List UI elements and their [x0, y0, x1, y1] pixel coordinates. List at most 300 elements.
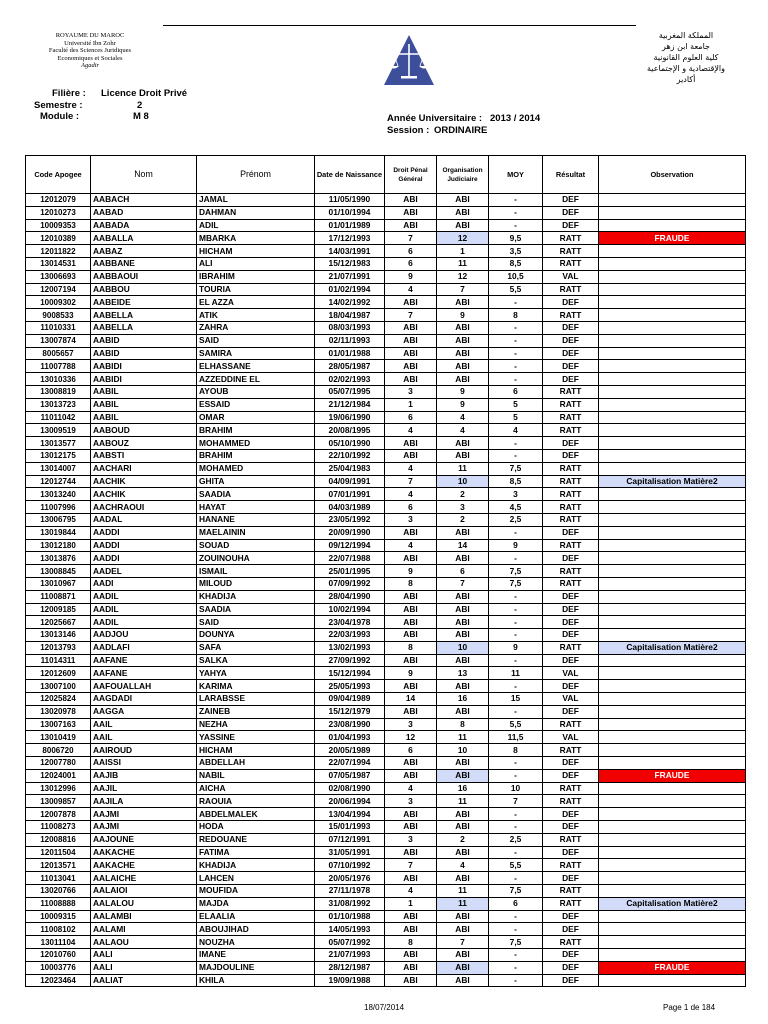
cell-code: 12008816	[26, 833, 91, 846]
cell-nom: AAFANE	[91, 654, 197, 667]
cell-droit-penal: 3	[385, 795, 437, 808]
cell-code: 10009315	[26, 910, 91, 923]
table-row	[26, 629, 746, 642]
cell-date: 19/09/1988	[315, 974, 385, 987]
cell-droit-penal: 6	[385, 257, 437, 270]
cell-prenom: FATIMA	[197, 846, 315, 859]
cell-moy: 8	[489, 744, 543, 757]
cell-prenom: ABDELMALEK	[197, 808, 315, 821]
cell-nom: AABAD	[91, 206, 197, 219]
cell-droit-penal: ABI	[385, 949, 437, 962]
session-value: ORDINAIRE	[434, 125, 488, 136]
cell-resultat: DEF	[543, 705, 599, 718]
annee-label: Année Universitaire :	[387, 113, 483, 124]
module-value: M 8	[133, 111, 149, 122]
university-header-ar	[626, 30, 746, 85]
cell-nom: AABEIDE	[91, 296, 197, 309]
cell-organisation: 11	[437, 897, 489, 910]
cell-code: 11007996	[26, 501, 91, 514]
cell-moy: -	[489, 629, 543, 642]
cell-observation	[599, 577, 746, 590]
cell-code: 13011104	[26, 936, 91, 949]
cell-observation	[599, 693, 746, 706]
cell-code: 11011042	[26, 411, 91, 424]
table-row	[26, 334, 746, 347]
table-row	[26, 321, 746, 334]
cell-prenom: MOHAMED	[197, 462, 315, 475]
cell-date: 21/07/1991	[315, 270, 385, 283]
cell-droit-penal: ABI	[385, 334, 437, 347]
cell-droit-penal: ABI	[385, 846, 437, 859]
table-row	[26, 872, 746, 885]
cell-date: 20/06/1994	[315, 795, 385, 808]
cell-nom: AALI	[91, 949, 197, 962]
cell-moy: 9	[489, 641, 543, 654]
cell-nom: AAKACHE	[91, 846, 197, 859]
cell-resultat: RATT	[543, 385, 599, 398]
cell-date: 02/11/1993	[315, 334, 385, 347]
table-row	[26, 462, 746, 475]
footer-page: Page 1 de 184	[663, 1003, 716, 1012]
table-row	[26, 910, 746, 923]
cell-organisation: 11	[437, 795, 489, 808]
cell-moy: 10	[489, 782, 543, 795]
cell-code: 13008819	[26, 385, 91, 398]
cell-code: 11008888	[26, 897, 91, 910]
cell-observation	[599, 539, 746, 552]
cell-prenom: IMANE	[197, 949, 315, 962]
cell-date: 07/10/1992	[315, 859, 385, 872]
cell-droit-penal: ABI	[385, 910, 437, 923]
cell-resultat: DEF	[543, 808, 599, 821]
cell-moy: 2,5	[489, 513, 543, 526]
cell-code: 8006720	[26, 744, 91, 757]
cell-nom: AAJILA	[91, 795, 197, 808]
cell-organisation: 2	[437, 833, 489, 846]
cell-date: 20/05/1989	[315, 744, 385, 757]
cell-prenom: OMAR	[197, 411, 315, 424]
cell-code: 11008273	[26, 821, 91, 834]
cell-organisation: 8	[437, 718, 489, 731]
cell-date: 25/04/1983	[315, 462, 385, 475]
table-row	[26, 245, 746, 258]
cell-moy: 7,5	[489, 936, 543, 949]
table-row	[26, 833, 746, 846]
cell-resultat: DEF	[543, 961, 599, 974]
cell-observation	[599, 603, 746, 616]
cell-moy: -	[489, 552, 543, 565]
cell-organisation: ABI	[437, 654, 489, 667]
table-row	[26, 808, 746, 821]
cell-date: 15/12/1983	[315, 257, 385, 270]
cell-organisation: 11	[437, 731, 489, 744]
footer-date: 18/07/2014	[364, 1003, 405, 1012]
cell-organisation: 4	[437, 424, 489, 437]
cell-date: 04/09/1991	[315, 475, 385, 488]
cell-organisation: 16	[437, 693, 489, 706]
cell-nom: AAJIB	[91, 769, 197, 782]
cell-code: 12013571	[26, 859, 91, 872]
table-row	[26, 526, 746, 539]
cell-date: 01/01/1988	[315, 347, 385, 360]
cell-nom: AABIDI	[91, 360, 197, 373]
table-row	[26, 897, 746, 910]
cell-droit-penal: ABI	[385, 437, 437, 450]
cell-date: 02/02/1993	[315, 373, 385, 386]
cell-organisation: 2	[437, 488, 489, 501]
cell-date: 27/11/1978	[315, 885, 385, 898]
cell-resultat: RATT	[543, 885, 599, 898]
cell-droit-penal: ABI	[385, 194, 437, 207]
table-row	[26, 398, 746, 411]
cell-organisation: ABI	[437, 437, 489, 450]
cell-resultat: RATT	[543, 577, 599, 590]
cell-nom: AALI	[91, 961, 197, 974]
cell-code: 13020766	[26, 885, 91, 898]
table-row	[26, 949, 746, 962]
cell-prenom: NEZHA	[197, 718, 315, 731]
col-header-date: Date de Naissance	[315, 156, 385, 194]
cell-moy: -	[489, 974, 543, 987]
cell-resultat: RATT	[543, 782, 599, 795]
cell-date: 25/01/1995	[315, 565, 385, 578]
annee-value: 2013 / 2014	[490, 113, 541, 124]
cell-resultat: RATT	[543, 795, 599, 808]
cell-moy: -	[489, 808, 543, 821]
cell-moy: 8,5	[489, 475, 543, 488]
cell-date: 21/07/1993	[315, 949, 385, 962]
cell-organisation: 9	[437, 309, 489, 322]
cell-code: 11008871	[26, 590, 91, 603]
cell-moy: 11,5	[489, 731, 543, 744]
cell-nom: AABSTI	[91, 449, 197, 462]
cell-prenom: KARIMA	[197, 680, 315, 693]
cell-moy: 3,5	[489, 245, 543, 258]
cell-observation	[599, 398, 746, 411]
cell-organisation: 13	[437, 667, 489, 680]
cell-moy: 7,5	[489, 577, 543, 590]
cell-resultat: RATT	[543, 411, 599, 424]
cell-code: 13007163	[26, 718, 91, 731]
cell-droit-penal: ABI	[385, 296, 437, 309]
cell-observation	[599, 821, 746, 834]
cell-prenom: HICHAM	[197, 744, 315, 757]
cell-moy: -	[489, 654, 543, 667]
cell-organisation: 9	[437, 385, 489, 398]
cell-date: 28/12/1987	[315, 961, 385, 974]
cell-moy: -	[489, 705, 543, 718]
cell-moy: -	[489, 923, 543, 936]
cell-organisation: 7	[437, 936, 489, 949]
cell-resultat: DEF	[543, 769, 599, 782]
col-header-resultat: Résultat	[543, 156, 599, 194]
cell-observation: Capitalisation Matière2	[599, 641, 746, 654]
table-row	[26, 693, 746, 706]
cell-date: 23/08/1990	[315, 718, 385, 731]
cell-resultat: RATT	[543, 565, 599, 578]
cell-observation	[599, 833, 746, 846]
cell-moy: 5	[489, 398, 543, 411]
cell-moy: 5,5	[489, 859, 543, 872]
cell-prenom: ZAHRA	[197, 321, 315, 334]
cell-nom: AAFANE	[91, 667, 197, 680]
cell-date: 05/07/1992	[315, 936, 385, 949]
cell-date: 11/05/1990	[315, 194, 385, 207]
cell-observation	[599, 629, 746, 642]
cell-prenom: SAFA	[197, 641, 315, 654]
cell-droit-penal: 7	[385, 475, 437, 488]
cell-moy: 15	[489, 693, 543, 706]
cell-nom: AAFOUALLAH	[91, 680, 197, 693]
cell-droit-penal: 4	[385, 283, 437, 296]
table-row	[26, 283, 746, 296]
cell-code: 11007788	[26, 360, 91, 373]
cell-observation	[599, 718, 746, 731]
cell-nom: AABALLA	[91, 232, 197, 245]
cell-moy: -	[489, 603, 543, 616]
cell-observation	[599, 744, 746, 757]
cell-resultat: RATT	[543, 257, 599, 270]
cell-nom: AALALOU	[91, 897, 197, 910]
cell-droit-penal: 6	[385, 245, 437, 258]
cell-code: 13009519	[26, 424, 91, 437]
cell-prenom: SAMIRA	[197, 347, 315, 360]
cell-prenom: TOURIA	[197, 283, 315, 296]
cell-date: 22/03/1993	[315, 629, 385, 642]
cell-nom: AAJMI	[91, 808, 197, 821]
cell-droit-penal: 4	[385, 462, 437, 475]
cell-droit-penal: ABI	[385, 449, 437, 462]
cell-code: 13010419	[26, 731, 91, 744]
cell-prenom: KHADIJA	[197, 590, 315, 603]
cell-moy: -	[489, 769, 543, 782]
cell-nom: AADDI	[91, 539, 197, 552]
cell-organisation: 7	[437, 283, 489, 296]
cell-moy: 10,5	[489, 270, 543, 283]
cell-date: 07/09/1992	[315, 577, 385, 590]
cell-organisation: ABI	[437, 821, 489, 834]
table-row	[26, 411, 746, 424]
cell-observation	[599, 923, 746, 936]
cell-moy: -	[489, 526, 543, 539]
cell-moy: 7,5	[489, 565, 543, 578]
cell-nom: AABIDI	[91, 373, 197, 386]
cell-observation	[599, 590, 746, 603]
table-row	[26, 718, 746, 731]
cell-nom: AAISSI	[91, 757, 197, 770]
cell-moy: -	[489, 680, 543, 693]
cell-resultat: DEF	[543, 360, 599, 373]
cell-observation	[599, 360, 746, 373]
table-row	[26, 194, 746, 207]
cell-code: 11008102	[26, 923, 91, 936]
cell-droit-penal: 8	[385, 641, 437, 654]
cell-organisation: 10	[437, 475, 489, 488]
cell-nom: AABOUD	[91, 424, 197, 437]
cell-date: 07/05/1987	[315, 769, 385, 782]
cell-prenom: YAHYA	[197, 667, 315, 680]
cell-moy: 9,5	[489, 232, 543, 245]
cell-prenom: NABIL	[197, 769, 315, 782]
cell-droit-penal: 7	[385, 309, 437, 322]
cell-nom: AAIL	[91, 718, 197, 731]
cell-nom: AABAZ	[91, 245, 197, 258]
cell-organisation: ABI	[437, 360, 489, 373]
cell-droit-penal: 1	[385, 398, 437, 411]
table-row	[26, 513, 746, 526]
cell-prenom: ELHASSANE	[197, 360, 315, 373]
cell-code: 13020978	[26, 705, 91, 718]
cell-prenom: SALKA	[197, 654, 315, 667]
header-rule	[163, 25, 636, 26]
cell-moy: 5	[489, 411, 543, 424]
cell-resultat: RATT	[543, 718, 599, 731]
cell-droit-penal: ABI	[385, 680, 437, 693]
col-header-code: Code Apogee	[26, 156, 91, 194]
cell-resultat: DEF	[543, 846, 599, 859]
cell-droit-penal: ABI	[385, 219, 437, 232]
table-row	[26, 552, 746, 565]
cell-resultat: RATT	[543, 424, 599, 437]
cell-observation	[599, 565, 746, 578]
cell-code: 11010331	[26, 321, 91, 334]
table-row	[26, 961, 746, 974]
cell-code: 12012079	[26, 194, 91, 207]
cell-code: 12009185	[26, 603, 91, 616]
cell-organisation: 9	[437, 398, 489, 411]
cell-droit-penal: 3	[385, 385, 437, 398]
cell-observation	[599, 782, 746, 795]
table-row	[26, 821, 746, 834]
cell-observation	[599, 859, 746, 872]
cell-date: 13/02/1993	[315, 641, 385, 654]
cell-code: 13010336	[26, 373, 91, 386]
cell-resultat: DEF	[543, 616, 599, 629]
cell-code: 13009857	[26, 795, 91, 808]
cell-organisation: 14	[437, 539, 489, 552]
cell-code: 13013146	[26, 629, 91, 642]
cell-resultat: DEF	[543, 526, 599, 539]
cell-organisation: ABI	[437, 206, 489, 219]
cell-organisation: ABI	[437, 808, 489, 821]
table-row	[26, 616, 746, 629]
cell-resultat: DEF	[543, 974, 599, 987]
cell-observation	[599, 437, 746, 450]
cell-organisation: 10	[437, 641, 489, 654]
cell-observation	[599, 321, 746, 334]
cell-resultat: RATT	[543, 539, 599, 552]
cell-droit-penal: ABI	[385, 961, 437, 974]
cell-prenom: SAID	[197, 616, 315, 629]
cell-droit-penal: ABI	[385, 552, 437, 565]
cell-nom: AABELLA	[91, 321, 197, 334]
cell-moy: -	[489, 910, 543, 923]
cell-date: 01/10/1988	[315, 910, 385, 923]
cell-date: 22/07/1988	[315, 552, 385, 565]
cell-organisation: ABI	[437, 552, 489, 565]
cell-organisation: 6	[437, 565, 489, 578]
cell-prenom: MILOUD	[197, 577, 315, 590]
cell-observation	[599, 667, 746, 680]
cell-moy: 6	[489, 385, 543, 398]
cell-organisation: 11	[437, 462, 489, 475]
cell-resultat: RATT	[543, 833, 599, 846]
cell-resultat: RATT	[543, 245, 599, 258]
cell-moy: -	[489, 437, 543, 450]
module-label: Module :	[40, 111, 80, 122]
cell-observation	[599, 936, 746, 949]
cell-observation	[599, 257, 746, 270]
cell-code: 12024001	[26, 769, 91, 782]
table-row	[26, 347, 746, 360]
cell-date: 09/04/1989	[315, 693, 385, 706]
cell-date: 21/12/1984	[315, 398, 385, 411]
cell-moy: -	[489, 846, 543, 859]
cell-date: 23/05/1992	[315, 513, 385, 526]
cell-resultat: DEF	[543, 321, 599, 334]
cell-prenom: DAHMAN	[197, 206, 315, 219]
cell-nom: AADDI	[91, 526, 197, 539]
cell-organisation: 11	[437, 885, 489, 898]
cell-code: 13006795	[26, 513, 91, 526]
cell-code: 13014007	[26, 462, 91, 475]
table-row	[26, 501, 746, 514]
cell-moy: -	[489, 194, 543, 207]
cell-moy: 6	[489, 897, 543, 910]
table-row	[26, 206, 746, 219]
cell-moy: 8	[489, 309, 543, 322]
cell-organisation: ABI	[437, 872, 489, 885]
cell-organisation: ABI	[437, 194, 489, 207]
table-row	[26, 232, 746, 245]
cell-code: 12007878	[26, 808, 91, 821]
cell-droit-penal: ABI	[385, 373, 437, 386]
cell-resultat: DEF	[543, 923, 599, 936]
cell-droit-penal: 3	[385, 833, 437, 846]
col-header-prenom: Prénom	[197, 156, 315, 194]
cell-prenom: ISMAIL	[197, 565, 315, 578]
cell-droit-penal: 6	[385, 411, 437, 424]
cell-resultat: RATT	[543, 283, 599, 296]
cell-prenom: MOHAMMED	[197, 437, 315, 450]
cell-prenom: REDOUANE	[197, 833, 315, 846]
cell-nom: AALAIOI	[91, 885, 197, 898]
cell-observation	[599, 808, 746, 821]
cell-moy: -	[489, 821, 543, 834]
cell-moy: -	[489, 296, 543, 309]
cell-nom: AABBOU	[91, 283, 197, 296]
cell-prenom: BRAHIM	[197, 449, 315, 462]
cell-organisation: 4	[437, 859, 489, 872]
cell-droit-penal: 1	[385, 897, 437, 910]
cell-resultat: DEF	[543, 373, 599, 386]
cell-observation	[599, 283, 746, 296]
cell-code: 13008845	[26, 565, 91, 578]
cell-nom: AABADA	[91, 219, 197, 232]
cell-observation	[599, 373, 746, 386]
cell-prenom: HICHAM	[197, 245, 315, 258]
cell-observation	[599, 910, 746, 923]
cell-resultat: DEF	[543, 437, 599, 450]
cell-nom: AABELLA	[91, 309, 197, 322]
table-row	[26, 373, 746, 386]
cell-observation	[599, 501, 746, 514]
cell-resultat: RATT	[543, 897, 599, 910]
cell-moy: 9	[489, 539, 543, 552]
cell-moy: 7,5	[489, 462, 543, 475]
cell-date: 01/10/1994	[315, 206, 385, 219]
cell-moy: 4,5	[489, 501, 543, 514]
